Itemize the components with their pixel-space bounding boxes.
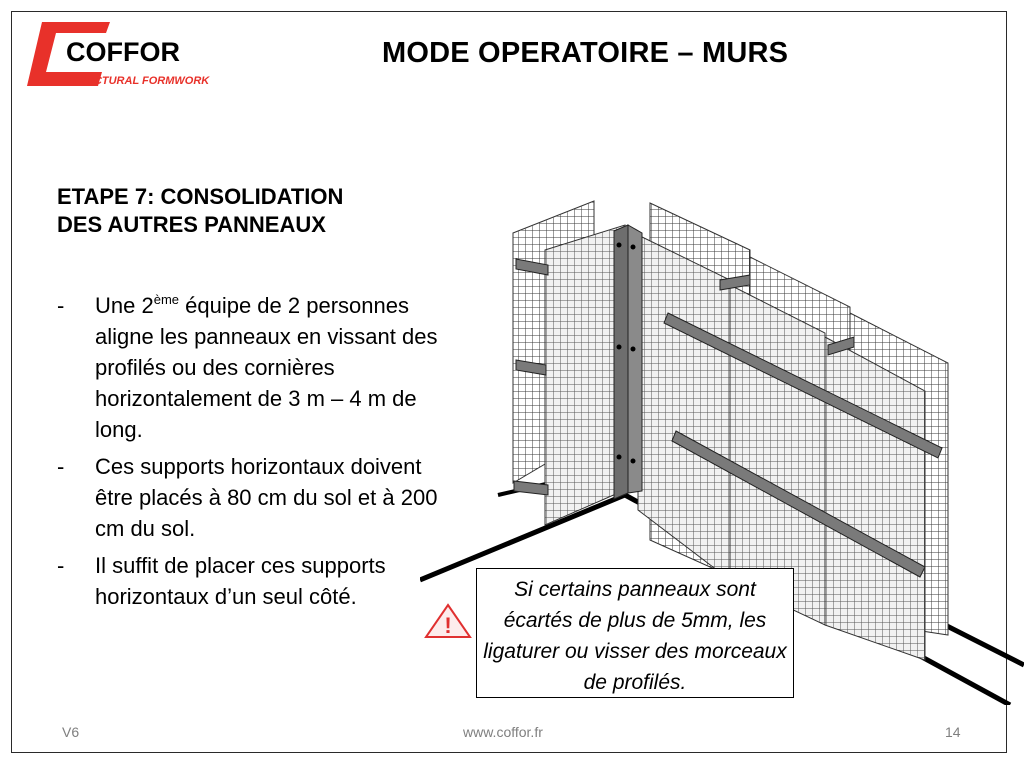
bullet-text-post: équipe de 2 personnes aligne les panneaux en vissant des profilés ou des cornières horizontalement de 3 m – 4 m de long. — [95, 293, 438, 442]
warning-glyph: ! — [444, 613, 452, 638]
step-heading — [57, 183, 447, 239]
footer-page-number: 14 — [945, 724, 961, 740]
bullet-dash: - — [57, 454, 65, 479]
list-item — [57, 451, 452, 544]
page-title: MODE OPERATOIRE – MURS — [382, 37, 789, 69]
note-box: Si certains panneaux sont écartés de plus de 5mm, les ligaturer ou visser des morceaux de profilés. — [476, 568, 794, 698]
coffor-logo — [26, 20, 231, 92]
footer-version: V6 — [62, 724, 80, 740]
logo-brand: COFFOR — [66, 37, 180, 67]
bullet-dash: - — [57, 293, 65, 318]
warning-triangle-icon — [424, 603, 472, 639]
bullet-text: Il suffit de placer ces supports horizontaux d’un seul côté. — [95, 553, 386, 609]
bullet-sup: ème — [153, 291, 180, 307]
list-item — [57, 550, 452, 612]
instruction-list — [57, 290, 452, 618]
bullet-text-pre: Une 2 — [95, 293, 154, 318]
step-heading-line2: DES AUTRES PANNEAUX — [57, 212, 326, 237]
bullet-dash: - — [57, 553, 65, 578]
bullet-text: Ces supports horizontaux doivent être placés à 80 cm du sol et à 200 cm du sol. — [95, 454, 438, 541]
step-heading-line1: ETAPE 7: CONSOLIDATION — [57, 184, 344, 209]
footer-url[interactable]: www.coffor.fr — [463, 724, 543, 740]
logo-tagline: STRUCTURAL FORMWORK — [64, 75, 210, 87]
list-item — [57, 290, 452, 445]
